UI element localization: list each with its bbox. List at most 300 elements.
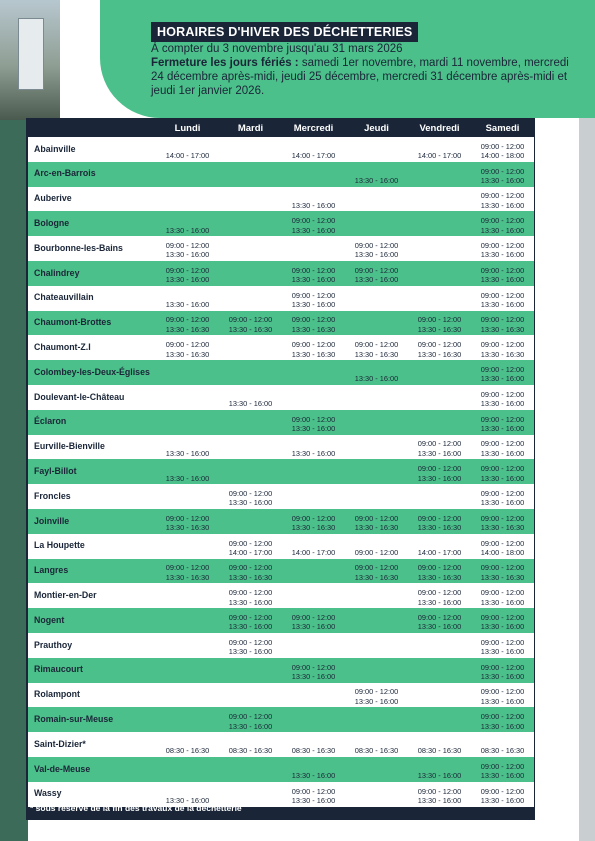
- hours-cell: [408, 385, 471, 410]
- hours-cell: [156, 410, 219, 435]
- closures-label: Fermeture les jours fériés :: [151, 57, 299, 69]
- hours-cell: [156, 534, 219, 559]
- hours-text: 09:00 - 12:00 13:30 - 16:00: [480, 439, 525, 458]
- hours-text: 09:00 - 12:00 13:30 - 16:30: [165, 340, 210, 359]
- hours-cell: [282, 658, 345, 683]
- hours-text: 13:30 - 16:00: [291, 448, 336, 458]
- table-row: [28, 509, 534, 534]
- hours-cell: [345, 360, 408, 385]
- hours-text: 09:00 - 12:00 13:30 - 16:30: [417, 563, 462, 582]
- hours-cell: [471, 261, 534, 286]
- hours-text: 09:00 - 12:00 13:30 - 16:00: [228, 712, 273, 731]
- hours-text: 09:00 - 12:00 13:30 - 16:00: [291, 216, 336, 235]
- hours-cell: [345, 385, 408, 410]
- hours-cell: [219, 732, 282, 757]
- hours-cell: [219, 608, 282, 633]
- table-row: [28, 261, 534, 286]
- table-row: [28, 335, 534, 360]
- footnote: * sous réserve de la fin des travaux de la déchetterie: [30, 803, 242, 813]
- center-name: Nogent: [28, 608, 156, 633]
- hours-cell: [408, 311, 471, 336]
- hours-cell: [282, 583, 345, 608]
- hours-cell: [156, 435, 219, 460]
- hours-cell: [471, 707, 534, 732]
- hours-cell: [219, 484, 282, 509]
- hours-cell: [156, 732, 219, 757]
- hours-cell: [408, 559, 471, 584]
- hours-cell: [345, 757, 408, 782]
- hours-cell: [219, 311, 282, 336]
- hours-cell: [156, 261, 219, 286]
- header-day: Mercredi: [293, 123, 334, 134]
- hours-cell: [345, 435, 408, 460]
- hours-cell: [282, 410, 345, 435]
- hours-cell: [156, 583, 219, 608]
- subtitle-closures: [151, 56, 581, 98]
- hours-cell: [471, 583, 534, 608]
- hours-cell: [219, 211, 282, 236]
- hours-cell: [156, 658, 219, 683]
- page-title: HORAIRES D'HIVER DES DÉCHETTERIES: [151, 22, 418, 42]
- hours-cell: [408, 137, 471, 162]
- hours-text: 09:00 - 12:00 13:30 - 16:00: [354, 240, 399, 260]
- hours-cell: [219, 261, 282, 286]
- hours-text: 09:00 - 12:00 13:30 - 16:00: [480, 191, 525, 210]
- hours-cell: [471, 608, 534, 633]
- center-name: Auberive: [28, 187, 156, 212]
- hours-cell: [156, 385, 219, 410]
- hours-text: 13:30 - 16:00: [354, 374, 399, 384]
- center-name: Montier-en-Der: [28, 583, 156, 608]
- hours-text: 09:00 - 12:00 13:30 - 16:00: [480, 240, 525, 260]
- closures-text: samedi 1er novembre, mardi 11 novembre, mercredi 24 décembre après-midi, jeudi 25 décembre, mercredi 31 décembre après-midi et jeudi 1er janvier 2026.: [151, 57, 569, 97]
- center-name: Bourbonne-les-Bains: [28, 236, 156, 261]
- table-row: [28, 162, 534, 187]
- hours-text: 09:00 - 12:00 13:30 - 16:30: [480, 563, 525, 582]
- hours-cell: [156, 633, 219, 658]
- hours-cell: [282, 459, 345, 484]
- center-name: Joinville: [28, 509, 156, 534]
- hours-cell: [282, 757, 345, 782]
- header-day: Samedi: [485, 123, 520, 134]
- hours-cell: [471, 410, 534, 435]
- center-name: La Houpette: [28, 534, 156, 559]
- hours-cell: [471, 385, 534, 410]
- center-name: Rolampont: [28, 683, 156, 708]
- hours-cell: [345, 732, 408, 757]
- hours-text: 09:00 - 12:00 13:30 - 16:00: [417, 464, 462, 483]
- hours-cell: [408, 707, 471, 732]
- hours-text: 14:00 - 17:00: [417, 548, 462, 558]
- hours-cell: [156, 683, 219, 708]
- hours-text: 09:00 - 12:00 13:30 - 16:00: [480, 290, 525, 310]
- hours-cell: [219, 410, 282, 435]
- hours-cell: [408, 459, 471, 484]
- hours-cell: [471, 658, 534, 683]
- hours-cell: [219, 658, 282, 683]
- hours-cell: [156, 360, 219, 385]
- hours-cell: [408, 236, 471, 261]
- hours-cell: [408, 335, 471, 360]
- hours-cell: [156, 162, 219, 187]
- hours-cell: [345, 187, 408, 212]
- hours-cell: [282, 435, 345, 460]
- center-name: Chalindrey: [28, 261, 156, 286]
- hours-text: 09:00 - 12:00 13:30 - 16:00: [291, 290, 336, 310]
- hours-cell: [156, 236, 219, 261]
- hours-text: 09:00 - 12:00 13:30 - 16:30: [165, 315, 210, 334]
- hours-text: 09:00 - 12:00 13:30 - 16:00: [417, 588, 462, 607]
- hours-text: 13:30 - 16:00: [354, 176, 399, 186]
- hours-text: 13:30 - 16:00: [417, 771, 462, 781]
- hours-cell: [219, 385, 282, 410]
- table-row: [28, 732, 534, 757]
- hours-text: 09:00 - 12:00 13:30 - 16:30: [228, 315, 273, 334]
- hours-cell: [282, 385, 345, 410]
- hours-cell: [219, 459, 282, 484]
- hours-cell: [408, 162, 471, 187]
- hours-cell: [219, 187, 282, 212]
- subtitle-dates: À compter du 3 novembre jusqu'au 31 mars 2026: [151, 43, 403, 55]
- hours-text: 09:00 - 12:00 13:30 - 16:00: [417, 439, 462, 458]
- hours-cell: [408, 757, 471, 782]
- hours-cell: [345, 162, 408, 187]
- hours-cell: [471, 435, 534, 460]
- hours-text: 13:30 - 16:00: [165, 300, 210, 310]
- hours-cell: [345, 658, 408, 683]
- header-name-cell: [28, 120, 156, 137]
- hours-text: 09:00 - 12:00 13:30 - 16:00: [480, 414, 525, 434]
- hours-cell: [345, 137, 408, 162]
- table-row: [28, 211, 534, 236]
- hours-text: 09:00 - 12:00 13:30 - 16:00: [291, 662, 336, 682]
- hours-text: 09:00 - 12:00 13:30 - 16:00: [480, 166, 525, 186]
- hours-cell: [471, 211, 534, 236]
- hours-text: 09:00 - 12:00 13:30 - 16:00: [417, 612, 462, 632]
- hours-cell: [282, 707, 345, 732]
- center-name: Chaumont-Brottes: [28, 311, 156, 336]
- hours-cell: [219, 757, 282, 782]
- hours-cell: [471, 286, 534, 311]
- hours-cell: [345, 311, 408, 336]
- hours-text: 09:00 - 12:00 13:30 - 16:00: [480, 216, 525, 235]
- hours-cell: [471, 732, 534, 757]
- table-row: [28, 484, 534, 509]
- hours-cell: [345, 782, 408, 807]
- hours-text: 13:30 - 16:00: [165, 473, 210, 483]
- table-row: [28, 187, 534, 212]
- hours-text: 09:00 - 12:00 13:30 - 16:00: [291, 265, 336, 285]
- hours-text: 09:00 - 12:00 13:30 - 16:30: [417, 315, 462, 334]
- hours-cell: [471, 509, 534, 534]
- hours-text: 14:00 - 17:00: [291, 151, 336, 161]
- hours-cell: [345, 509, 408, 534]
- hours-cell: [471, 236, 534, 261]
- hours-cell: [282, 732, 345, 757]
- hours-text: 09:00 - 12:00 14:00 - 18:00: [480, 538, 525, 558]
- hours-text: 14:00 - 17:00: [417, 151, 462, 161]
- background-left-photo: [0, 0, 28, 841]
- hours-cell: [408, 732, 471, 757]
- hours-text: 09:00 - 12:00 13:30 - 16:00: [228, 588, 273, 607]
- hours-text: 09:00 - 12:00 13:30 - 16:30: [228, 563, 273, 582]
- hours-cell: [408, 683, 471, 708]
- hours-text: 13:30 - 16:00: [165, 796, 210, 806]
- hours-cell: [345, 608, 408, 633]
- hours-text: 09:00 - 12:00 13:30 - 16:30: [291, 513, 336, 533]
- hours-cell: [219, 633, 282, 658]
- hours-cell: [471, 683, 534, 708]
- table-row: [28, 658, 534, 683]
- hours-cell: [408, 211, 471, 236]
- hours-text: 09:00 - 12:00 13:30 - 16:00: [291, 414, 336, 434]
- hours-cell: [282, 335, 345, 360]
- hours-text: 08:30 - 16:30: [291, 746, 336, 756]
- table-row: [28, 707, 534, 732]
- hours-cell: [282, 236, 345, 261]
- hours-cell: [408, 187, 471, 212]
- hours-text: 13:30 - 16:00: [291, 771, 336, 781]
- table-row: [28, 583, 534, 608]
- table-row: [28, 286, 534, 311]
- hours-cell: [345, 583, 408, 608]
- center-name: Chateauvillain: [28, 286, 156, 311]
- hours-text: 14:00 - 17:00: [165, 151, 210, 161]
- hours-cell: [345, 286, 408, 311]
- hours-text: 09:00 - 12:00 13:30 - 16:00: [480, 612, 525, 632]
- table-row: [28, 633, 534, 658]
- center-name: Fayl-Billot: [28, 459, 156, 484]
- hours-cell: [156, 559, 219, 584]
- table-row: [28, 559, 534, 584]
- table-row: [28, 137, 534, 162]
- hours-cell: [282, 211, 345, 236]
- sign-image: [18, 18, 44, 90]
- hours-text: 09:00 - 12:00 14:00 - 18:00: [480, 141, 525, 161]
- hours-cell: [156, 509, 219, 534]
- center-name: Chaumont-Z.I: [28, 335, 156, 360]
- hours-text: 09:00 - 12:00 13:30 - 16:00: [354, 265, 399, 285]
- schedule-table: [28, 120, 534, 807]
- hours-cell: [408, 658, 471, 683]
- hours-cell: [282, 782, 345, 807]
- hours-text: 08:30 - 16:30: [228, 746, 273, 756]
- hours-cell: [219, 583, 282, 608]
- hours-cell: [282, 311, 345, 336]
- center-name: Froncles: [28, 484, 156, 509]
- hours-cell: [156, 187, 219, 212]
- hours-text: 08:30 - 16:30: [480, 746, 525, 756]
- background-photo: [0, 0, 60, 120]
- hours-cell: [219, 509, 282, 534]
- hours-text: 09:00 - 12:00 13:30 - 16:00: [480, 761, 525, 781]
- hours-text: 08:30 - 16:30: [165, 746, 210, 756]
- hours-text: 08:30 - 16:30: [417, 746, 462, 756]
- hours-cell: [408, 509, 471, 534]
- hours-text: 09:00 - 12:00 13:30 - 16:30: [354, 513, 399, 533]
- center-name: Val-de-Meuse: [28, 757, 156, 782]
- center-name: Saint-Dizier*: [28, 732, 156, 757]
- hours-text: 09:00 - 12:00 13:30 - 16:30: [480, 340, 525, 359]
- header-day: Mardi: [237, 123, 264, 134]
- hours-cell: [282, 162, 345, 187]
- center-name: Rimaucourt: [28, 658, 156, 683]
- hours-text: 09:00 - 12:00 14:00 - 17:00: [228, 538, 273, 558]
- hours-cell: [282, 261, 345, 286]
- hours-text: 09:00 - 12:00 13:30 - 16:00: [228, 637, 273, 657]
- hours-text: 13:30 - 16:00: [165, 448, 210, 458]
- hours-cell: [282, 484, 345, 509]
- hours-cell: [219, 360, 282, 385]
- hours-cell: [471, 633, 534, 658]
- hours-text: 09:00 - 12:00: [354, 548, 399, 558]
- hours-cell: [408, 360, 471, 385]
- schedule-body: [28, 137, 534, 807]
- center-name: Doulevant-le-Château: [28, 385, 156, 410]
- center-name: Romain-sur-Meuse: [28, 707, 156, 732]
- hours-cell: [471, 162, 534, 187]
- hours-cell: [156, 335, 219, 360]
- hours-text: 09:00 - 12:00 13:30 - 16:00: [480, 488, 525, 508]
- hours-text: 09:00 - 12:00 13:30 - 16:00: [354, 687, 399, 706]
- hours-text: 09:00 - 12:00 13:30 - 16:30: [354, 340, 399, 359]
- hours-cell: [408, 633, 471, 658]
- hours-cell: [471, 360, 534, 385]
- table-row: [28, 757, 534, 782]
- table-row: [28, 360, 534, 385]
- hours-cell: [345, 335, 408, 360]
- hours-text: [345, 806, 408, 807]
- hours-cell: [282, 137, 345, 162]
- hours-cell: [282, 559, 345, 584]
- hours-cell: [408, 261, 471, 286]
- hours-text: 13:30 - 16:00: [228, 399, 273, 409]
- hours-cell: [219, 559, 282, 584]
- hours-text: 09:00 - 12:00 13:30 - 16:00: [480, 588, 525, 607]
- header-row: [28, 120, 534, 137]
- table-row: [28, 459, 534, 484]
- hours-cell: [282, 534, 345, 559]
- hours-cell: [345, 211, 408, 236]
- hours-text: 09:00 - 12:00 13:30 - 16:00: [291, 786, 336, 806]
- hours-text: 09:00 - 12:00 13:30 - 16:00: [228, 612, 273, 632]
- hours-cell: [471, 187, 534, 212]
- hours-text: 09:00 - 12:00 13:30 - 16:30: [417, 513, 462, 533]
- hours-cell: [282, 286, 345, 311]
- hours-text: 09:00 - 12:00 13:30 - 16:00: [480, 637, 525, 657]
- center-name: Colombey-les-Deux-Églises: [28, 360, 156, 385]
- hours-cell: [156, 484, 219, 509]
- hours-text: 09:00 - 12:00 13:30 - 16:30: [165, 563, 210, 582]
- table-row: [28, 683, 534, 708]
- table-row: [28, 608, 534, 633]
- hours-cell: [471, 311, 534, 336]
- hours-text: 09:00 - 12:00 13:30 - 16:00: [228, 488, 273, 508]
- hours-text: 09:00 - 12:00 13:30 - 16:30: [165, 513, 210, 533]
- hours-cell: [345, 534, 408, 559]
- hours-text: 09:00 - 12:00 13:30 - 16:30: [417, 340, 462, 359]
- hours-text: 09:00 - 12:00 13:30 - 16:00: [480, 265, 525, 285]
- hours-text: 09:00 - 12:00 13:30 - 16:30: [480, 513, 525, 533]
- hours-text: 09:00 - 12:00 13:30 - 16:30: [291, 340, 336, 359]
- table-row: [28, 534, 534, 559]
- table-row: [28, 435, 534, 460]
- hours-text: 09:00 - 12:00 13:30 - 16:00: [480, 786, 525, 806]
- hours-cell: [219, 707, 282, 732]
- hours-cell: [471, 335, 534, 360]
- header-day: Vendredi: [419, 123, 460, 134]
- hours-text: 09:00 - 12:00 13:30 - 16:30: [291, 315, 336, 334]
- hours-cell: [345, 633, 408, 658]
- center-name: Bologne: [28, 211, 156, 236]
- hours-cell: [156, 286, 219, 311]
- hours-cell: [408, 534, 471, 559]
- hours-cell: [471, 782, 534, 807]
- hours-cell: [408, 608, 471, 633]
- hours-cell: [471, 757, 534, 782]
- hours-cell: [219, 137, 282, 162]
- hours-cell: [408, 782, 471, 807]
- center-name: Eurville-Bienville: [28, 435, 156, 460]
- hours-cell: [282, 187, 345, 212]
- hours-text: 09:00 - 12:00 13:30 - 16:00: [480, 389, 525, 409]
- hours-cell: [471, 459, 534, 484]
- hours-text: 09:00 - 12:00 13:30 - 16:00: [291, 612, 336, 632]
- subtitle: [151, 42, 581, 98]
- hours-cell: [219, 286, 282, 311]
- hours-cell: [282, 360, 345, 385]
- hours-cell: [282, 608, 345, 633]
- hours-cell: [219, 335, 282, 360]
- hours-cell: [156, 211, 219, 236]
- hours-text: 09:00 - 12:00 13:30 - 16:00: [165, 240, 210, 260]
- hours-cell: [219, 236, 282, 261]
- center-name: Langres: [28, 559, 156, 584]
- hours-text: 09:00 - 12:00 13:30 - 16:00: [480, 464, 525, 483]
- hours-cell: [156, 459, 219, 484]
- hours-text: 09:00 - 12:00 13:30 - 16:00: [165, 265, 210, 285]
- hours-cell: [156, 311, 219, 336]
- hours-cell: [345, 236, 408, 261]
- hours-cell: [156, 608, 219, 633]
- center-name: Prauthoy: [28, 633, 156, 658]
- hours-cell: [282, 683, 345, 708]
- hours-cell: [345, 261, 408, 286]
- hours-cell: [345, 707, 408, 732]
- hours-cell: [345, 683, 408, 708]
- hours-text: 09:00 - 12:00 13:30 - 16:30: [480, 315, 525, 334]
- hours-cell: [345, 559, 408, 584]
- hours-text: 09:00 - 12:00 13:30 - 16:00: [480, 712, 525, 731]
- center-name: Éclaron: [28, 410, 156, 435]
- hours-cell: [219, 435, 282, 460]
- header-day: Lundi: [174, 123, 201, 134]
- hours-cell: [282, 633, 345, 658]
- hours-cell: [282, 509, 345, 534]
- center-name: Wassy: [28, 782, 156, 807]
- background-right-edge: [579, 0, 595, 841]
- hours-text: 08:30 - 16:30: [354, 746, 399, 756]
- table-row: [28, 236, 534, 261]
- hours-cell: [408, 435, 471, 460]
- hours-text: 09:00 - 12:00 13:30 - 16:30: [354, 563, 399, 582]
- hours-text: 09:00 - 12:00 13:30 - 16:00: [480, 364, 525, 384]
- hours-cell: [156, 757, 219, 782]
- hours-cell: [408, 286, 471, 311]
- hours-cell: [345, 484, 408, 509]
- table-row: [28, 410, 534, 435]
- hours-cell: [219, 683, 282, 708]
